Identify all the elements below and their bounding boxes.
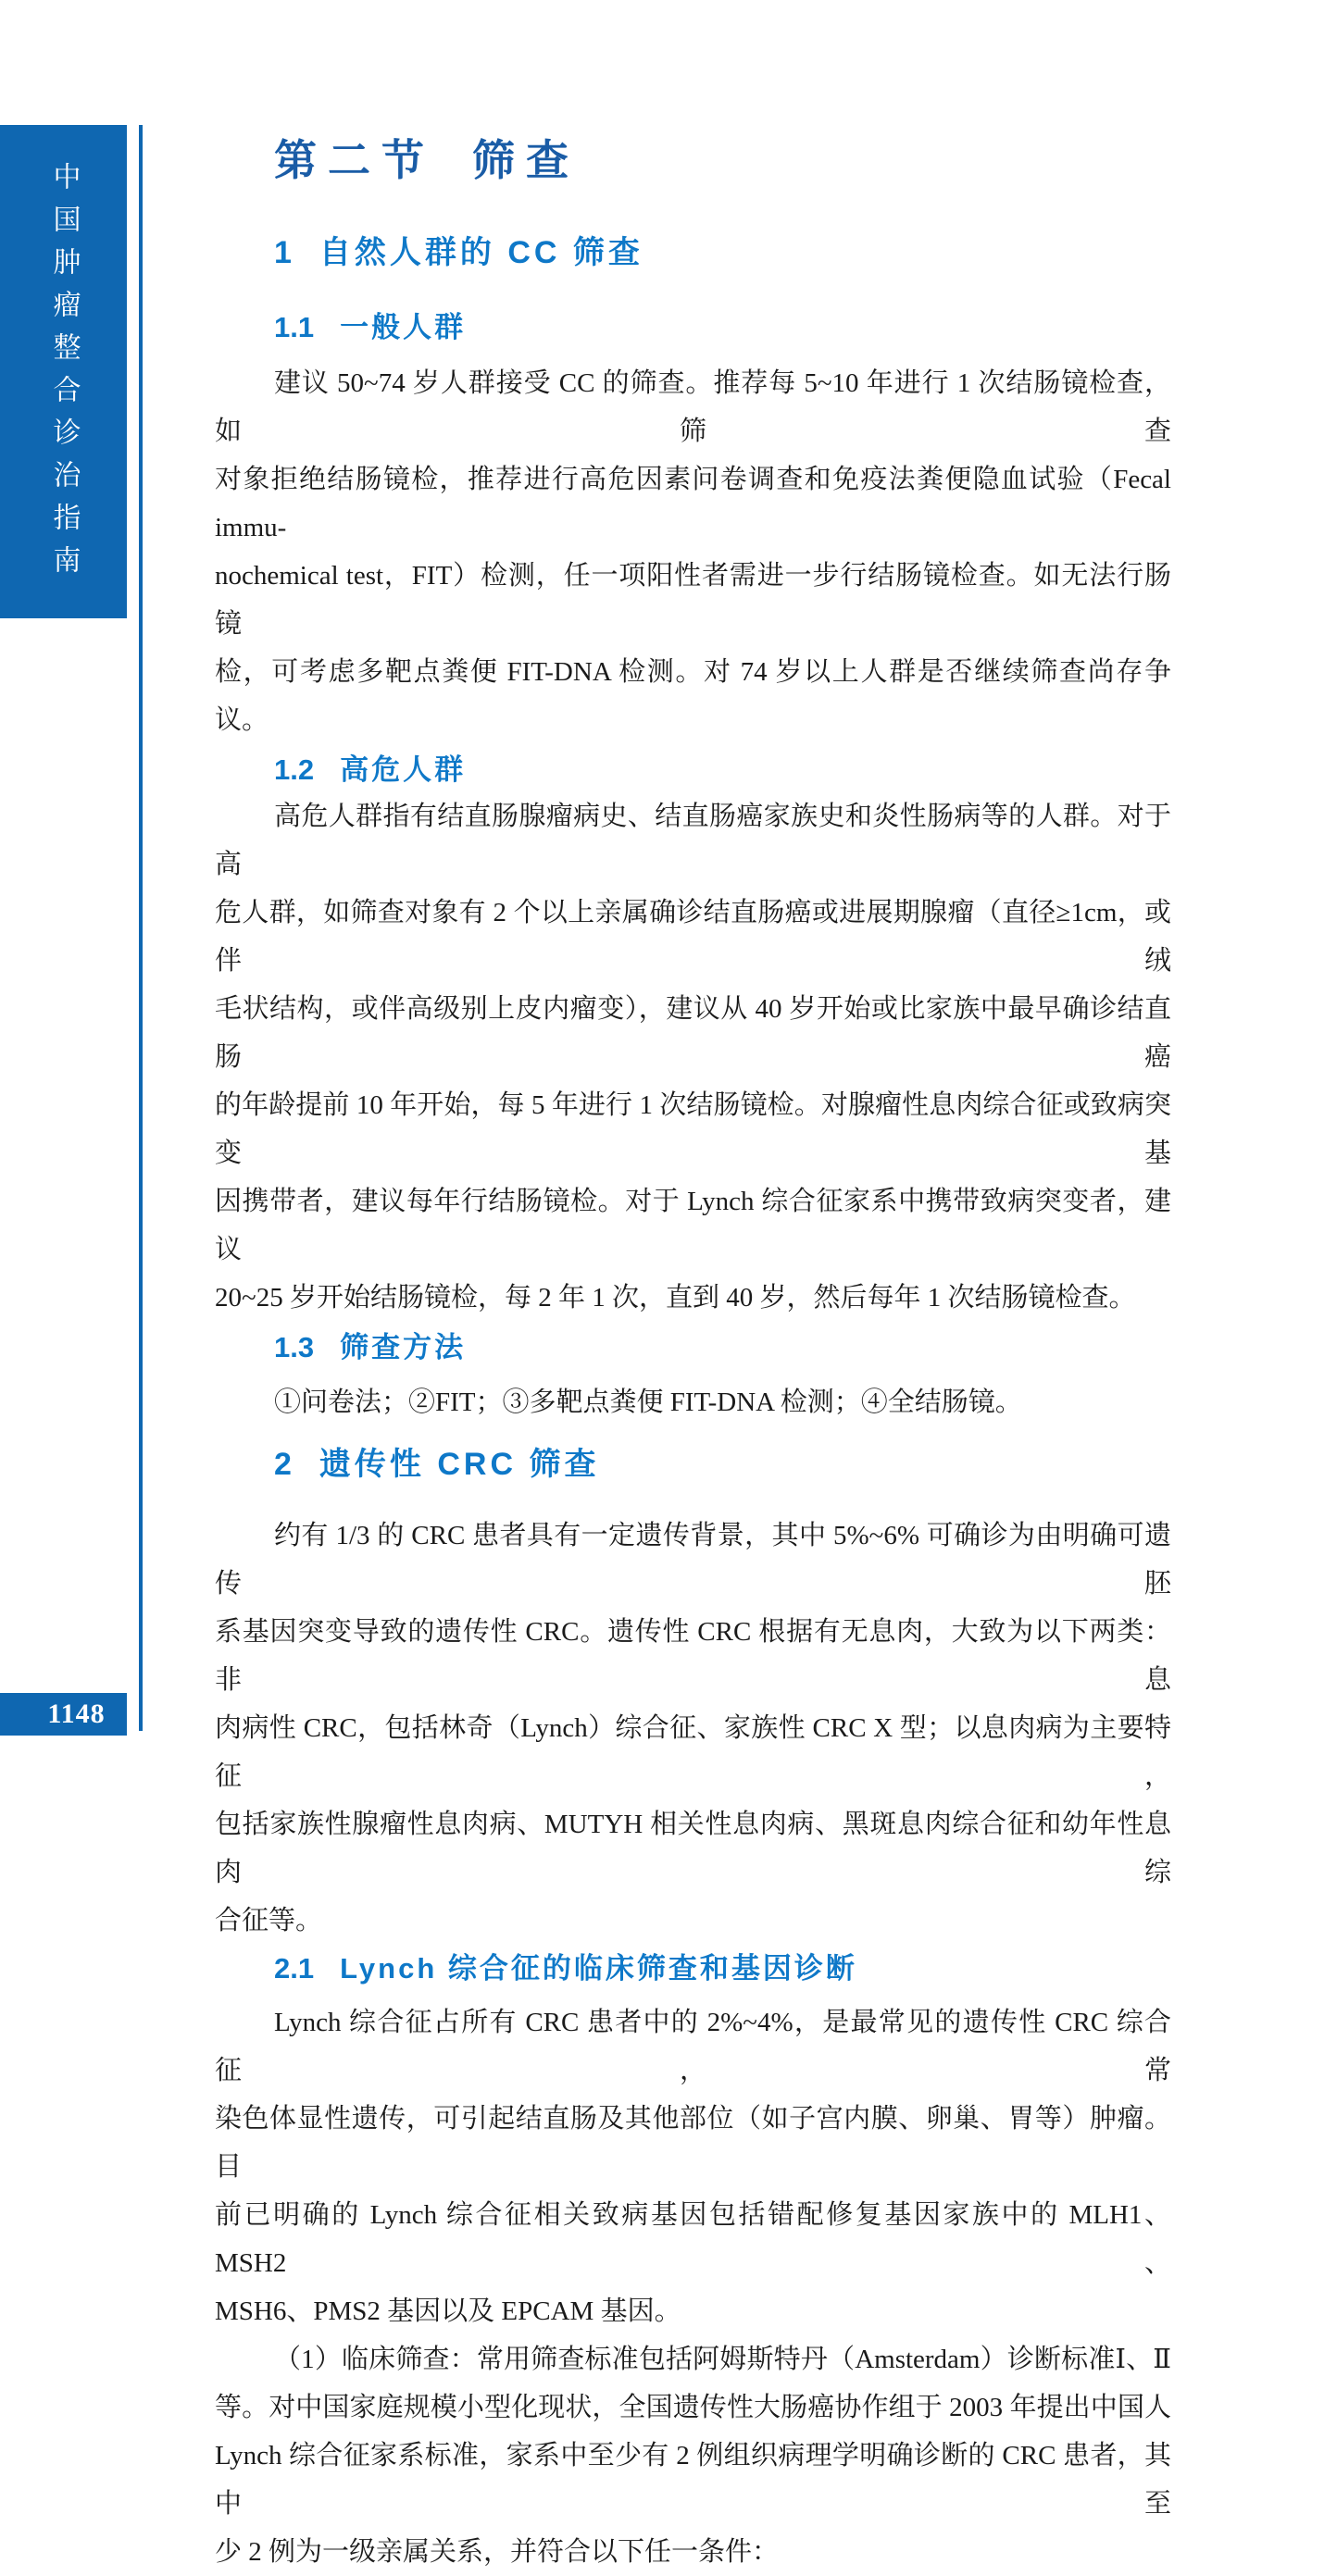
paragraph-1-2 [215,792,1171,1322]
vertical-rule [139,125,143,1731]
subsection-heading-2-1 [215,1950,1171,1987]
text-line: Lynch 综合征占所有 CRC 患者中的 2%~4%，是最常见的遗传性 CRC 综合征，常 [215,2008,1171,2085]
paragraph-2-1-a [215,1998,1171,2335]
page-number-box [0,1693,127,1736]
content-column [215,0,1171,2576]
subsection-number: 2.1 [274,1952,315,1985]
text-line: 肉病性 CRC，包括林奇（Lynch）综合征、家族性 CRC X 型；以息肉病为主要特征， [215,1713,1171,1791]
text-line: 危人群，如筛查对象有 2 个以上亲属确诊结直肠癌或进展期腺瘤（直径≥1cm，或伴绒 [215,898,1171,976]
subsection-number: 1.2 [274,753,315,786]
section-title: 自然人群的 CC 筛查 [319,235,644,270]
text-line: 包括家族性腺瘤性息肉病、MUTYH 相关性息肉病、黑斑息肉综合征和幼年性息肉综 [215,1810,1171,1887]
text-line: 20~25 岁开始结肠镜检，每 2 年 1 次，直到 40 岁，然后每年 1 次结肠镜检查。 [215,1283,1136,1313]
chapter-title [215,135,1171,187]
paragraph-1-3 [215,1378,1171,1426]
text-line: （1）临床筛查：常用筛查标准包括阿姆斯特丹（Amsterdam）诊断标准Ⅰ、Ⅱ [274,2345,1171,2374]
subsection-number: 1.1 [274,311,315,343]
section-heading-2 [215,1445,1171,1484]
text-line: 前已明确的 Lynch 综合征相关致病基因包括错配修复基因家族中的 MLH1、MSH2、 [215,2200,1171,2278]
text-line: 约有 1/3 的 CRC 患者具有一定遗传背景，其中 5%~6% 可确诊为由明确可遗传胚 [215,1521,1171,1599]
text-line: 染色体显性遗传，可引起结直肠及其他部位（如子宫内膜、卵巢、胃等）肿瘤。目 [215,2104,1171,2182]
text-line: 建议 50~74 岁人群接受 CC 的筛查。推荐每 5~10 年进行 1 次结肠镜检查，如筛查 [215,368,1171,446]
section-number: 2 [274,1447,292,1482]
paragraph-2 [215,1512,1171,1945]
text-line: nochemical test，FIT）检测，任一项阳性者需进一步行结肠镜检查。如无法行肠镜 [215,561,1171,639]
chapter-title-label: 第二节 [274,137,435,184]
chapter-title-name: 筛查 [472,137,580,184]
text-line: 毛状结构，或伴高级别上皮内瘤变），建议从 40 岁开始或比家族中最早确诊结直肠癌 [215,994,1171,1072]
page-number: 1148 [47,1699,106,1729]
subsection-heading-1-2 [215,752,1171,789]
text-line: 等。对中国家庭规模小型化现状，全国遗传性大肠癌协作组于 2003 年提出中国人 [215,2393,1171,2422]
subsection-number: 1.3 [274,1331,315,1363]
text-line: 因携带者，建议每年行结肠镜检。对于 Lynch 综合征家系中携带致病突变者，建议 [215,1187,1171,1264]
paragraph-1-1 [215,359,1171,744]
section-title: 遗传性 CRC 筛查 [319,1447,600,1482]
paragraph-2-1-b [215,2335,1171,2576]
subsection-title: Lynch 综合征的临床筛查和基因诊断 [340,1952,857,1985]
sidebar-banner-text: 中国肿瘤整合诊治指南 [48,161,80,588]
section-heading-1 [215,233,1171,272]
text-line: 高危人群指有结直肠腺瘤病史、结直肠癌家族史和炎性肠病等的人群。对于高 [215,802,1171,879]
text-line: 合征等。 [215,1906,323,1935]
sidebar-banner [0,125,127,618]
text-line: 对象拒绝结肠镜检，推荐进行高危因素问卷调查和免疫法粪便隐血试验（Fecal immu- [215,465,1171,542]
text-line: 少 2 例为一级亲属关系，并符合以下任一条件： [215,2537,780,2567]
text-line: 检，可考虑多靶点粪便 FIT-DNA 检测。对 74 岁以上人群是否继续筛查尚存争议。 [215,657,1171,735]
subsection-heading-1-3 [215,1329,1171,1366]
subsection-title: 高危人群 [340,753,467,786]
text-line: 的年龄提前 10 年开始，每 5 年进行 1 次结肠镜检。对腺瘤性息肉综合征或致病突变基 [215,1090,1171,1168]
text-line: 系基因突变导致的遗传性 CRC。遗传性 CRC 根据有无息肉，大致为以下两类：非息 [215,1617,1171,1695]
text-line: ①问卷法；②FIT；③多靶点粪便 FIT-DNA 检测；④全结肠镜。 [274,1388,1022,1417]
subsection-title: 一般人群 [340,311,467,343]
text-line: MSH6、PMS2 基因以及 EPCAM 基因。 [215,2296,681,2326]
subsection-title: 筛查方法 [340,1331,467,1363]
section-number: 1 [274,235,292,270]
text-line: Lynch 综合征家系标准，家系中至少有 2 例组织病理学明确诊断的 CRC 患者，其中至 [215,2441,1171,2519]
subsection-heading-1-1 [215,309,1171,346]
